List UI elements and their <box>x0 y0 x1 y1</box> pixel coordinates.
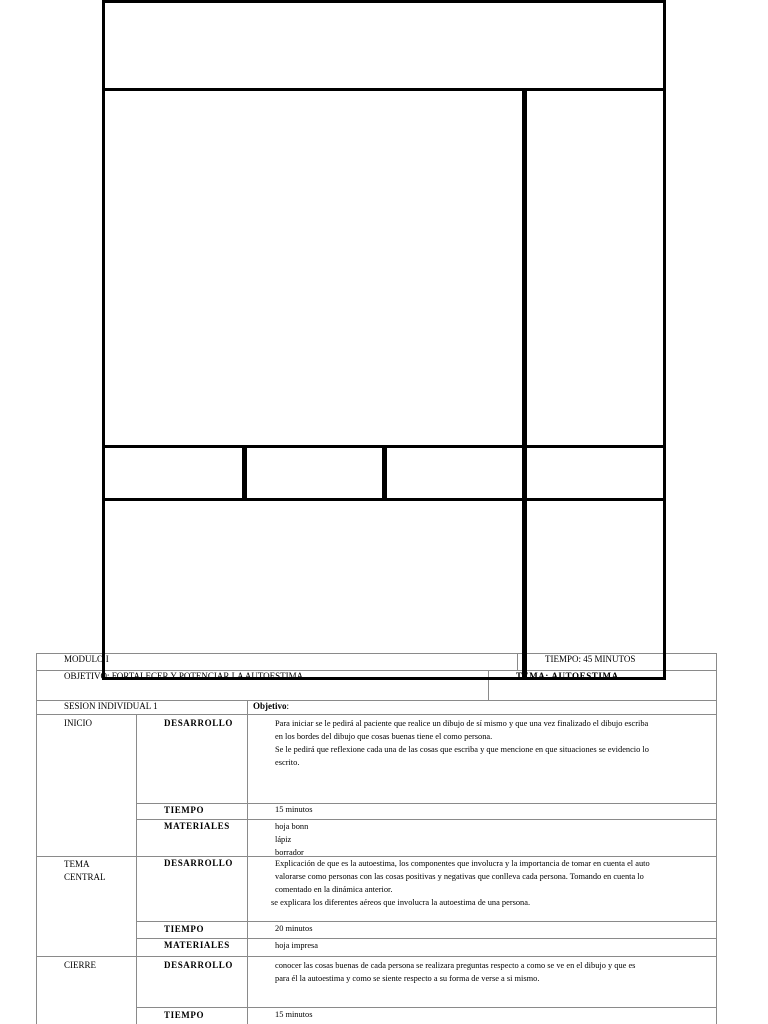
development-text <box>275 959 635 985</box>
materials-list <box>275 939 318 952</box>
stage-label-line: INICIO <box>64 718 92 728</box>
frame-cell-2 <box>242 445 387 501</box>
total-time-label: TIEMPO: 45 MINUTOS <box>545 654 636 664</box>
development-label: DESARROLLO <box>164 858 234 868</box>
development-text <box>275 717 649 769</box>
stage-label <box>64 959 96 971</box>
development-line: conocer las cosas buenas de cada persona se realizara preguntas respecto a como se ve en el dibujo y que es <box>275 961 636 970</box>
development-line: Para iniciar se le pedirá al paciente que realice un dibujo de sí mismo y que una vez finalizado el dibujo escriba <box>275 719 649 728</box>
development-line: valorarse como personas con las cosas positivas y negativas que conlleva cada persona. Tomando en cuenta lo <box>275 872 644 881</box>
module-label: MODULO I <box>64 654 109 664</box>
frame-top-box <box>102 0 666 91</box>
development-text <box>271 857 650 909</box>
time-label: TIEMPO <box>164 924 205 934</box>
frame-bottom-box <box>102 498 527 680</box>
development-line: comentado en la dinámica anterior. <box>275 885 393 894</box>
frame-cell-1 <box>102 445 247 501</box>
development-line: para él la autoestima y como se siente respecto a su forma de verse a si mismo. <box>275 974 540 983</box>
material-item: lápiz <box>275 835 292 844</box>
session-label: SESION INDIVIDUAL 1 <box>64 701 158 711</box>
stage-label-line: CENTRAL <box>64 872 106 882</box>
session-objective-label: Objetivo <box>253 701 287 711</box>
material-item: borrador <box>275 848 304 857</box>
frame-cell-3 <box>382 445 527 501</box>
frame-side-box <box>522 88 666 448</box>
stage-label <box>64 717 92 729</box>
frame-bottom-side-box <box>522 498 666 680</box>
development-line: escrito. <box>275 758 300 767</box>
session-objective <box>253 700 289 712</box>
development-line: en los bordes del dibujo que cosas buenas tiene el como persona. <box>275 732 493 741</box>
material-item: hoja bonn <box>275 822 309 831</box>
time-value: 15 minutos <box>275 1010 313 1019</box>
development-line: se explicara los diferentes aéreos que involucra la autoestima de una persona. <box>271 898 531 907</box>
materials-list <box>275 820 308 859</box>
time-label: TIEMPO <box>164 1010 205 1020</box>
material-item: hoja impresa <box>275 941 319 950</box>
stage-label-line: TEMA <box>64 859 90 869</box>
session-objective-colon: : <box>286 701 290 711</box>
time-value: 15 minutos <box>275 805 313 814</box>
development-line: Explicación de que es la autoestima, los componentes que involucra y la importancia de tomar en cuenta el auto <box>275 859 650 868</box>
time-value: 20 minutos <box>275 924 313 933</box>
frame-cell-4 <box>522 445 666 501</box>
materials-label: MATERIALES <box>164 940 230 950</box>
stage-label-line: CIERRE <box>64 960 97 970</box>
topic-heading: TEMA: AUTOESTIMA <box>516 671 619 681</box>
objective-heading: OBJETIVO: FORTALECER Y POTENCIAR LA AUTOESTIMA <box>64 671 304 681</box>
development-label: DESARROLLO <box>164 718 234 728</box>
development-label: DESARROLLO <box>164 960 234 970</box>
frame-main-box <box>102 88 527 448</box>
materials-label: MATERIALES <box>164 821 230 831</box>
development-line: Se le pedirá que reflexione cada una de las cosas que escriba y que mencione en que situaciones se evidencio lo <box>275 745 649 754</box>
stage-label <box>64 858 106 884</box>
time-label: TIEMPO <box>164 805 205 815</box>
